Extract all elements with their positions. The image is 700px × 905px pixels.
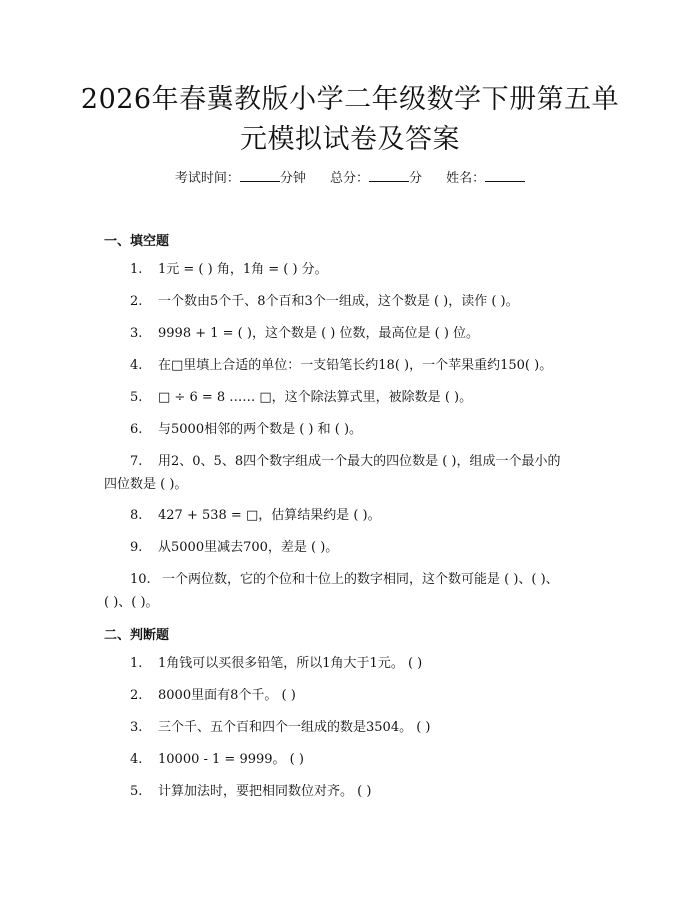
question-number: 1. — [130, 656, 143, 671]
question-text: 427 + 538 = □，估算结果约是 ( )。 — [158, 508, 381, 523]
question-item — [104, 536, 594, 559]
question-number: 9. — [130, 540, 143, 555]
question-number: 2. — [130, 294, 143, 309]
question-item — [104, 386, 594, 409]
question-number: 1. — [130, 262, 143, 277]
name-label: 姓名： — [446, 171, 486, 186]
question-number: 10. — [130, 572, 151, 587]
question-number: 5. — [130, 784, 143, 799]
question-item — [104, 322, 594, 345]
question-continuation — [104, 591, 594, 614]
question-number: 3. — [130, 326, 143, 341]
question-item — [104, 504, 594, 527]
question-text-continued: 四位数是 ( )。 — [104, 477, 188, 492]
question-text: 1元 = ( ) 角，1角 = ( ) 分。 — [158, 262, 328, 277]
score-label: 总分： — [329, 171, 369, 186]
section-heading-fill: 一、填空题 — [104, 234, 170, 249]
question-number: 5. — [130, 390, 143, 405]
question-text: 计算加法时，要把相同数位对齐。 ( ) — [158, 784, 372, 799]
question-text: 用2、0、5、8四个数字组成一个最大的四位数是 ( )，组成一个最小的 — [158, 454, 561, 469]
question-number: 7. — [130, 454, 143, 469]
question-item — [104, 652, 594, 675]
question-text: 从5000里减去700，差是 ( )。 — [158, 540, 339, 555]
question-item — [104, 450, 594, 473]
question-number: 8. — [130, 508, 143, 523]
question-text: 1角钱可以买很多铅笔，所以1角大于1元。 ( ) — [158, 656, 423, 671]
time-blank[interactable] — [240, 168, 280, 182]
question-number: 4. — [130, 358, 143, 373]
score-field — [330, 171, 426, 186]
question-item — [104, 354, 594, 377]
time-unit: 分钟 — [279, 171, 306, 186]
question-text-continued: ( )、( )。 — [104, 595, 159, 610]
question-item — [104, 748, 594, 771]
name-field — [446, 171, 525, 186]
question-text: 一个两位数，它的个位和十位上的数字相同，这个数可能是 ( )、( )、 — [162, 572, 559, 587]
question-text: 与5000相邻的两个数是 ( ) 和 ( )。 — [158, 422, 363, 437]
question-item — [104, 568, 594, 591]
time-label: 考试时间： — [174, 171, 240, 186]
question-number: 2. — [130, 688, 143, 703]
question-text: 一个数由5个千、8个百和3个一组成，这个数是 ( )，读作 ( )。 — [158, 294, 519, 309]
score-unit: 分 — [409, 171, 423, 186]
question-number: 3. — [130, 720, 143, 735]
question-item — [104, 258, 594, 281]
question-item — [104, 684, 594, 707]
name-blank[interactable] — [485, 168, 525, 182]
exam-meta — [0, 168, 700, 189]
question-item — [104, 716, 594, 739]
question-text: 在□里填上合适的单位：一支铅笔长约18( )，一个苹果重约150( )。 — [158, 358, 553, 373]
question-text: 8000里面有8个千。 ( ) — [158, 688, 296, 703]
question-number: 6. — [130, 422, 143, 437]
time-field — [175, 171, 310, 186]
question-item — [104, 780, 594, 803]
question-item — [104, 290, 594, 313]
score-blank[interactable] — [369, 168, 409, 182]
question-continuation — [104, 473, 594, 496]
question-text: 10000 - 1 = 9999。 ( ) — [158, 752, 304, 767]
question-text: 9998 + 1 = ( )，这个数是 ( ) 位数，最高位是 ( ) 位。 — [158, 326, 480, 341]
document-title: 2026年春冀教版小学二年级数学下册第五单元模拟试卷及答案 — [80, 84, 620, 155]
question-item — [104, 418, 594, 441]
question-text: □ ÷ 6 = 8 …… □，这个除法算式里，被除数是 ( )。 — [158, 390, 473, 405]
question-number: 4. — [130, 752, 143, 767]
question-text: 三个千、五个百和四个一组成的数是3504。 ( ) — [158, 720, 431, 735]
section-heading-judge: 二、判断题 — [104, 628, 170, 643]
